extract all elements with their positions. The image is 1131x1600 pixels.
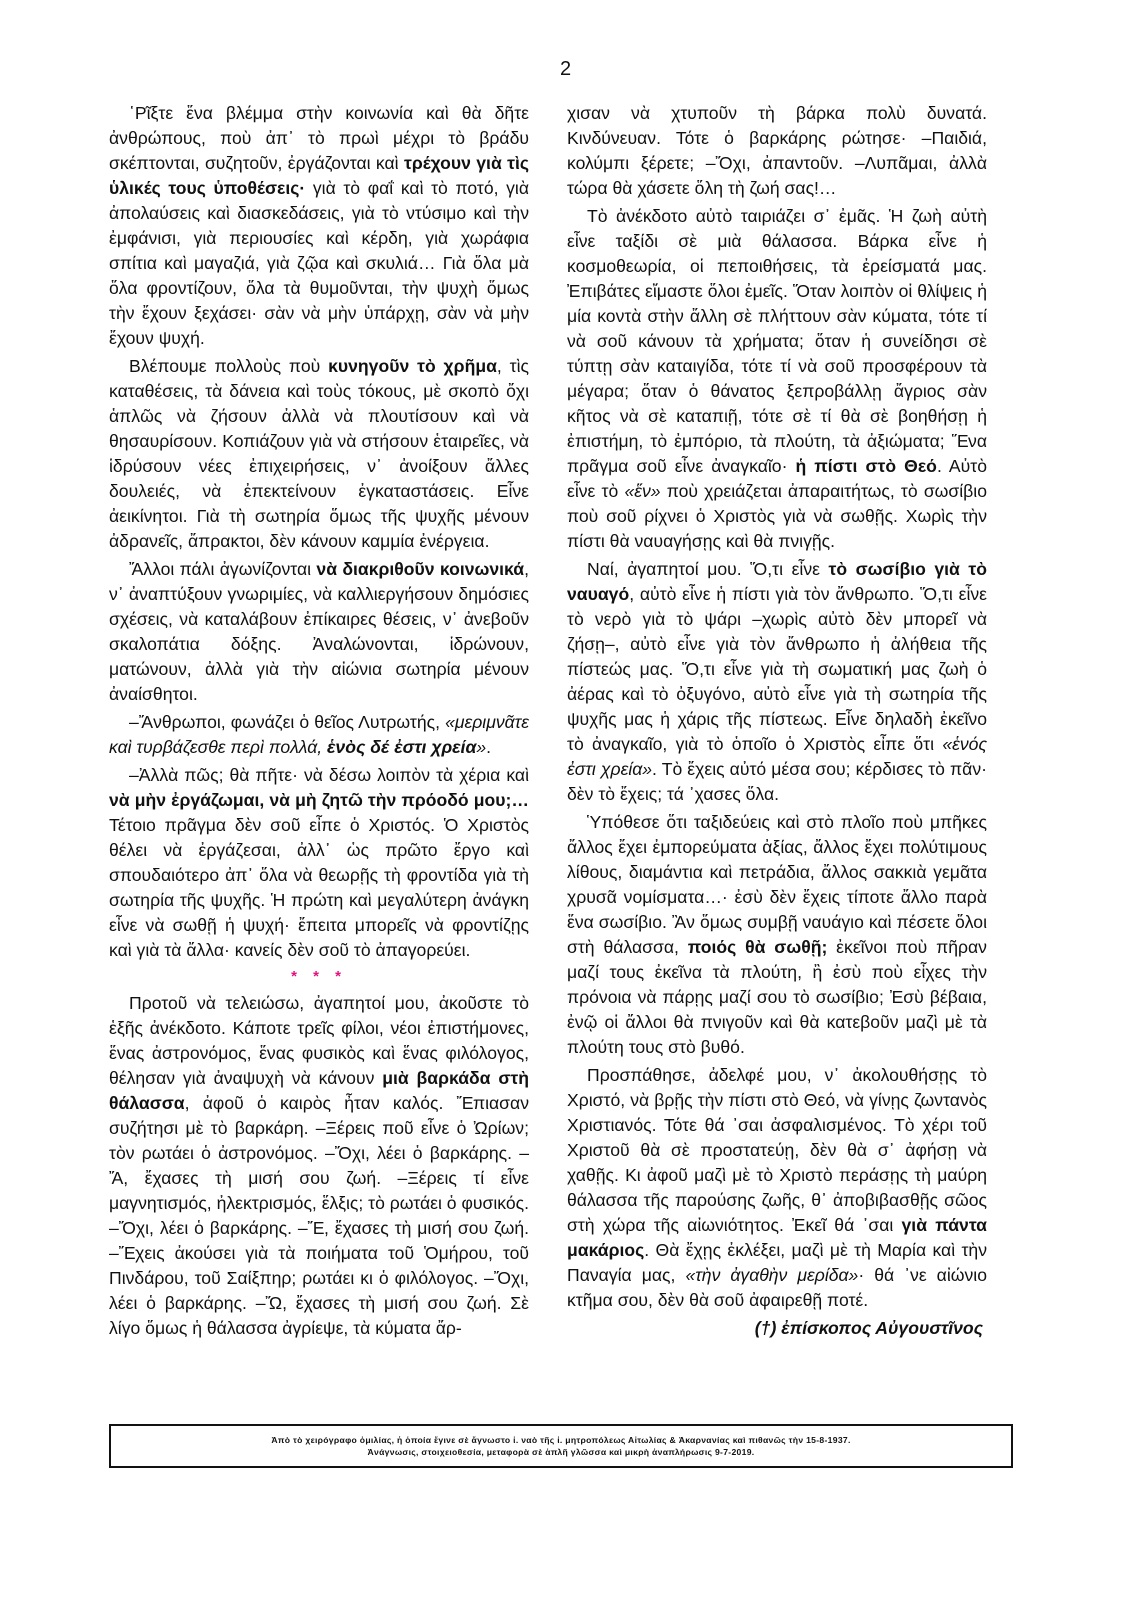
paragraph: Προτοῦ νὰ τελειώσω, ἀγαπητοί μου, ἀκοῦστε τὸ ἑξῆς ἀνέκδοτο. Κάποτε τρεῖς φίλοι, νέοι ἐπιστήμονες, ἕνας ἀστρονόμος, ἕνας φυσικὸς καὶ ἕνας φιλόλογος, θέλησαν γιὰ ἀναψυχὴ νὰ κάνουν μιὰ βαρκάδα στὴ θάλασσα, ἀφοῦ ὁ καιρὸς ἦταν καλός. Ἔπιασαν συζήτησι μὲ τὸ βαρκάρη. –Ξέρεις ποῦ εἶνε ὁ Ὠρίων; τὸν ρωτάει ὁ ἀστρονόμος. –Ὄχι, λέει ὁ βαρκάρης. –Ἄ, ἔχασες τὴ μισή σου ζωή. –Ξέρεις τί εἶνε μαγνητισμός, ἠλεκτρισμός, ἕλξις; τὸ ρωτάει ὁ φυσικός. –Ὄχι, λέει ὁ βαρκάρης. –Ἔ, ἔχασες τὴ μισή σου ζωή. –Ἔχεις ἀκούσει γιὰ τὰ ποιήματα τοῦ Ὁμήρου, τοῦ Πινδάρου, τοῦ Σαίξπηρ; ρωτάει κι ὁ φιλόλογος. –Ὄχι, λέει ὁ βαρκάρης. –Ὤ, ἔχασες τὴ μισή σου ζωή. Σὲ λίγο ὅμως ἡ θάλασσα ἀγρίεψε, τὰ κύματα ἄρ- <box>109 993 529 1338</box>
paragraph: Ναί, ἀγαπητοί μου. Ὅ,τι εἶνε τὸ σωσίβιο γιὰ τὸ ναυαγό, αὐτὸ εἶνε ἡ πίστι γιὰ τὸν ἄνθρωπο. Ὅ,τι εἶνε τὸ νερὸ γιὰ τὸ ψάρι –χωρὶς αὐτὸ δὲν μπορεῖ νὰ ζήσῃ–, αὐτὸ εἶνε γιὰ τὸν ἄνθρωπο ἡ ἀλήθεια τῆς πίστεώς μας. Ὅ,τι εἶνε γιὰ τὴ σωματική μας ζωὴ ὁ ἀέρας καὶ τὸ ὀξυγόνο, αὐτὸ εἶνε γιὰ τὴ σωτηρία τῆς ψυχῆς μας ἡ χάρις τῆς πίστεως. Εἶνε δηλαδὴ ἐκεῖνο τὸ ἀναγκαῖο, γιὰ τὸ ὁποῖο ὁ Χριστὸς εἶπε ὅτι «ἑνός ἐστι χρεία». Τὸ ἔχεις αὐτό μέσα σου; κέρδισες τὸ πᾶν· δὲν τὸ ἔχεις; τά ᾽χασες ὅλα. <box>567 559 988 804</box>
source-note-line: Ἀνάγνωσις, στοιχειοθεσία, μεταφορὰ σὲ ἁπλῆ γλῶσσα καὶ μικρὴ ἀναπλήρωσις 9-7-2019. <box>367 1447 755 1457</box>
paragraph: Ὑπόθεσε ὅτι ταξιδεύεις καὶ στὸ πλοῖο ποὺ μπῆκες ἄλλος ἔχει ἐμπορεύματα ἀξίας, ἄλλος ἔχει πολύτιμους λίθους, διαμάντια καὶ πετράδια, ἄλλος σακκιὰ γεμᾶτα χρυσᾶ νομίσματα…· ἐσὺ δὲν ἔχεις τίποτε ἄλλο παρὰ ἕνα σωσίβιο. Ἂν ὅμως συμβῇ ναυάγιο καὶ πέσετε ὅλοι στὴ θάλασσα, ποιός θὰ σωθῇ; ἐκεῖνοι ποὺ πῆραν μαζί τους ἐκεῖνα τὰ πλούτη, ἢ ἐσὺ ποὺ εἶχες τὴν πρόνοια νὰ πάρῃς μαζί σου τὸ σωσίβιο; Ἐσὺ βέβαια, ἐνῷ οἱ ἄλλοι θὰ πνιγοῦν καὶ θὰ κατεβοῦν μαζὶ μὲ τὰ πλούτη τους στὸ βυθό. <box>567 812 987 1057</box>
section-separator: * * * <box>291 968 347 985</box>
paragraph: Ἄλλοι πάλι ἀγωνίζονται νὰ διακριθοῦν κοινωνικά, ν᾽ ἀναπτύξουν γνωριμίες, νὰ καλλιεργήσουν δημόσιες σχέσεις, νὰ καταλάβουν ἐπίκαιρες θέσεις, ν᾽ ἀνεβοῦν σκαλοπάτια δόξης. Ἀναλώνονται, ἱδρώνουν, ματώνουν, ἀλλὰ γιὰ τὴν αἰώνια σωτηρία μένουν ἀναίσθητοι. <box>109 559 529 704</box>
paragraph: χισαν νὰ χτυποῦν τὴ βάρκα πολὺ δυνατά. Κινδύνευαν. Τότε ὁ βαρκάρης ρώτησε· –Παιδιά, κολύμπι ξέρετε; –Ὄχι, ἀπαντοῦν. –Λυπᾶμαι, ἀλλὰ τώρα θὰ χάσετε ὅλη τὴ ζωή σας!… <box>567 103 987 198</box>
right-column <box>567 101 987 1344</box>
paragraph: –Ἄνθρωποι, φωνάζει ὁ θεῖος Λυτρωτής, «μεριμνᾶτε καὶ τυρβάζεσθε περὶ πολλά, ἑνὸς δέ ἐστι χρεία». <box>109 712 529 757</box>
source-note-line: Ἀπὸ τὸ χειρόγραφο ὁμιλίας, ἡ ὁποία ἔγινε σὲ ἄγνωστο ἱ. ναὸ τῆς ἱ. μητροπόλεως Αἰτωλίας & Ἀκαρνανίας καὶ πιθανῶς τὴν 15-8-1937. <box>271 1435 851 1445</box>
left-column <box>109 101 529 1344</box>
paragraph: Τὸ ἀνέκδοτο αὐτὸ ταιριάζει σ᾽ ἐμᾶς. Ἡ ζωὴ αὐτὴ εἶνε ταξίδι σὲ μιὰ θάλασσα. Βάρκα εἶνε ἡ κοσμοθεωρία, οἱ πεποιθήσεις, τὰ ἐρείσματά μας. Ἐπιβάτες εἴμαστε ὅλοι ἐμεῖς. Ὅταν λοιπὸν οἱ θλίψεις ἡ μία κοντὰ στὴν ἄλλη σὲ πλήττουν σὰν κύματα, τότε τί νὰ σοῦ κάνουν τὰ χρήματα; ὅταν ἡ συνείδησι σὲ τύπτῃ σὰν καταιγίδα, τότε τί νὰ σοῦ προσφέρουν τὰ μέγαρα; ὅταν ὁ θάνατος ξεπροβάλλῃ ἄγριος σὰν κῆτος νὰ σὲ καταπιῇ, τότε σὲ τί θὰ σὲ βοηθήσῃ ἡ ἐπιστήμη, τὸ ἐμπόριο, τὰ πλούτη, τὰ ἀξιώματα; Ἕνα πρᾶγμα σοῦ εἶνε ἀναγκαῖο· ἡ πίστι στὸ Θεό. Αὐτὸ εἶνε τὸ «ἕν» ποὺ χρειάζεται ἀπαραιτήτως, τὸ σωσίβιο ποὺ σοῦ ρίχνει ὁ Χριστὸς γιὰ νὰ σωθῇς. Χωρὶς τὴν πίστι θὰ ναυαγήσῃς καὶ θὰ πνιγῇς. <box>567 206 987 551</box>
signature: (†) ἐπίσκοπος Αὐγουστῖνος <box>754 1318 983 1338</box>
source-note-box <box>109 1424 1013 1468</box>
paragraph: ῾Ρῖξτε ἕνα βλέμμα στὴν κοινωνία καὶ θὰ δῆτε ἀνθρώπους, ποὺ ἀπ᾽ τὸ πρωὶ μέχρι τὸ βράδυ σκέπτονται, συζητοῦν, ἐργάζονται καὶ τρέχουν γιὰ τὶς ὑλικές τους ὑποθέσεις· γιὰ τὸ φαΐ καὶ τὸ ποτό, γιὰ ἀπολαύσεις καὶ διασκεδάσεις, γιὰ τὸ ντύσιμο καὶ τὴν ἐμφάνισι, γιὰ περιουσίες καὶ κέρδη, γιὰ χωράφια σπίτια καὶ μαγαζιά, γιὰ ζῷα καὶ σκυλιά… Γιὰ ὅλα μὰ ὅλα φροντίζουν, ὅλα τὰ θυμοῦνται, τὴν ψυχὴ ὅμως τὴν ἔχουν ξεχάσει· σὰν νὰ μὴν ὑπάρχῃ, σὰν νὰ μὴν ἔχουν ψυχή. <box>109 103 530 348</box>
paragraph: Προσπάθησε, ἀδελφέ μου, ν᾽ ἀκολουθήσῃς τὸ Χριστό, νὰ βρῇς τὴν πίστι στὸ Θεό, νὰ γίνῃς ζωντανὸς Χριστιανός. Τότε θά ᾽σαι ἀσφαλισμένος. Τὸ χέρι τοῦ Χριστοῦ θὰ σὲ προστατεύῃ, δὲν θὰ σ᾽ ἀφήσῃ νὰ χαθῇς. Κι ἀφοῦ μαζὶ μὲ τὸ Χριστὸ περάσῃς τὴ μαύρη θάλασσα τῆς παρούσης ζωῆς, θ᾽ ἀποβιβασθῇς σῶος στὴ χώρα τῆς αἰωνιότητος. Ἐκεῖ θά ᾽σαι γιὰ πάντα μακάριος. Θὰ ἔχῃς ἐκλέξει, μαζὶ μὲ τὴ Μαρία καὶ τὴν Παναγία μας, «τὴν ἀγαθὴν μερίδα»· θά ᾽νε αἰώνιο κτῆμα σου, δὲν θὰ σοῦ ἀφαιρεθῇ ποτέ. <box>567 1065 987 1310</box>
page-number: 2 <box>559 58 572 80</box>
paragraph: Βλέπουμε πολλοὺς ποὺ κυνηγοῦν τὸ χρῆμα, τὶς καταθέσεις, τὰ δάνεια καὶ τοὺς τόκους, μὲ σκοπὸ ὄχι ἁπλῶς νὰ ζήσουν ἀλλὰ νὰ πλουτίσουν καὶ νὰ θησαυρίσουν. Κοπιάζουν γιὰ νὰ στήσουν ἑταιρεῖες, νὰ ἱδρύσουν νέες ἐπιχειρήσεις, ν᾽ ἀνοίξουν ἄλλες δουλειές, νὰ ἐπεκτείνουν ἐγκαταστάσεις. Εἶνε ἀεικίνητοι. Γιὰ τὴ σωτηρία ὅμως τῆς ψυχῆς μένουν ἀδρανεῖς, ἄπρακτοι, δὲν κάνουν καμμία ἐνέργεια. <box>109 356 529 551</box>
paragraph: –Ἀλλὰ πῶς; θὰ πῆτε· νὰ δέσω λοιπὸν τὰ χέρια καὶ νὰ μὴν ἐργάζωμαι, νὰ μὴ ζητῶ τὴν πρόοδό μου;… Τέτοιο πρᾶγμα δὲν σοῦ εἶπε ὁ Χριστός. Ὁ Χριστὸς θέλει νὰ ἐργάζεσαι, ἀλλ᾽ ὡς πρῶτο ἔργο καὶ σπουδαιότερο ἀπ᾽ ὅλα νὰ θεωρῇς τὴ φροντίδα γιὰ τὴ σωτηρία τῆς ψυχῆς. Ἡ πρώτη καὶ μεγαλύτερη ἀνάγκη εἶνε νὰ σωθῇ ἡ ψυχή· ἔπειτα μπορεῖς νὰ φροντίζῃς καὶ γιὰ τὰ ἄλλα· κανείς δὲν σοῦ τὸ ἀπαγορεύει. <box>109 765 529 960</box>
